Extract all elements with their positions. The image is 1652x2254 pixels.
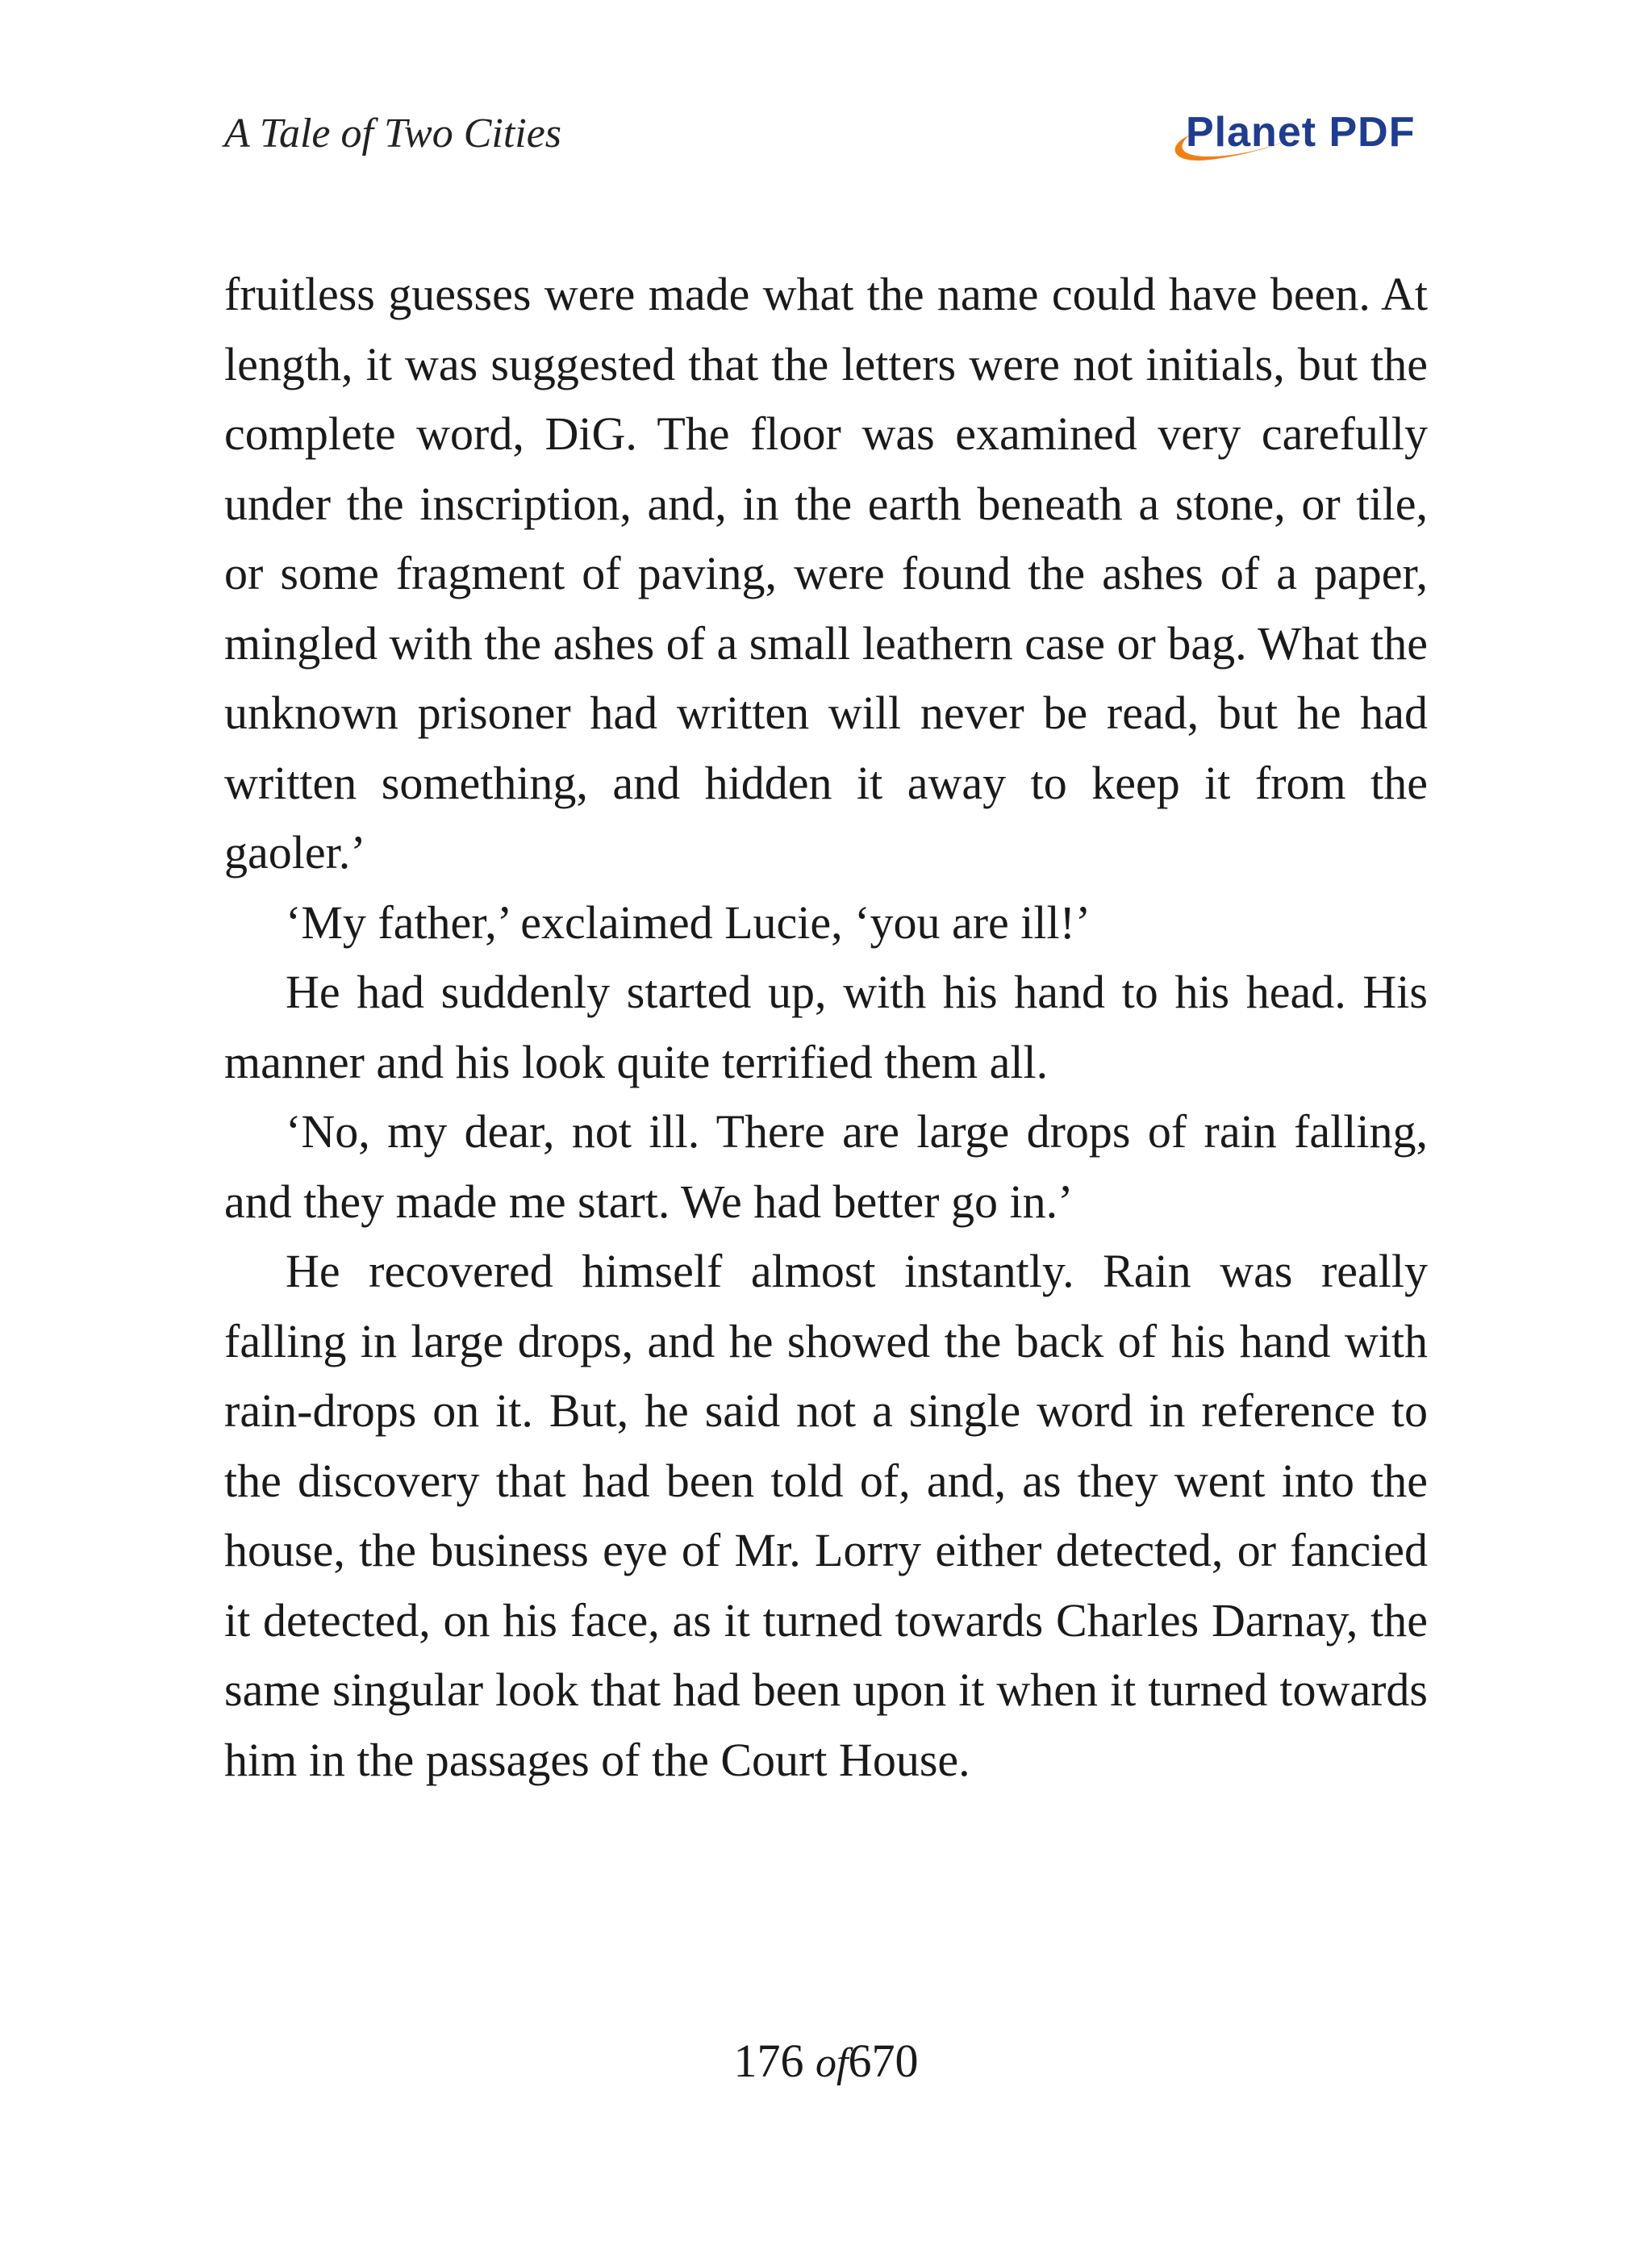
paragraph: ‘My father,’ exclaimed Lucie, ‘you are ill!’ xyxy=(286,895,1091,949)
logo-text: Planet PDF xyxy=(1186,109,1416,156)
page-number xyxy=(0,2031,1652,2093)
planet-pdf-logo xyxy=(1162,100,1436,173)
paragraph: ‘No, my dear, not ill. There are large drops of rain falling, and they made me start. We had better go in.’ xyxy=(224,1105,1428,1228)
paragraph: He recovered himself almost instantly. Rain was really falling in large drops, and he showed the back of his hand with rain-drops on it. But, he said not a single word in reference to the discovery that had been told of, and, as they went into the house, the business eye of Mr. Lorry either detected, or fancied it detected, on his face, as it turned towards Charles Darnay, the same singular look that had been upon it when it turned towards him in the passages of the Court House. xyxy=(224,1245,1428,1786)
page-of-separator: of xyxy=(816,2040,849,2086)
total-page-count: 670 xyxy=(848,2035,919,2087)
paragraph: fruitless guesses were made what the name could have been. At length, it was suggested that the letters were not initials, but the complete word, DiG. The floor was examined very carefully under the inscription, and, in the earth beneath a stone, or tile, or some fragment of paving, were found the ashes of a paper, mingled with the ashes of a small leathern case or bag. What the unknown prisoner had written will never be read, but he had written something, and hidden it away to keep it from the gaoler.’ xyxy=(224,268,1428,879)
book-title: A Tale of Two Cities xyxy=(224,111,562,157)
page-body xyxy=(224,260,1428,1795)
current-page-number: 176 xyxy=(733,2035,804,2087)
paragraph: He had suddenly started up, with his hand to his head. His manner and his look quite terrified them all. xyxy=(224,966,1428,1088)
